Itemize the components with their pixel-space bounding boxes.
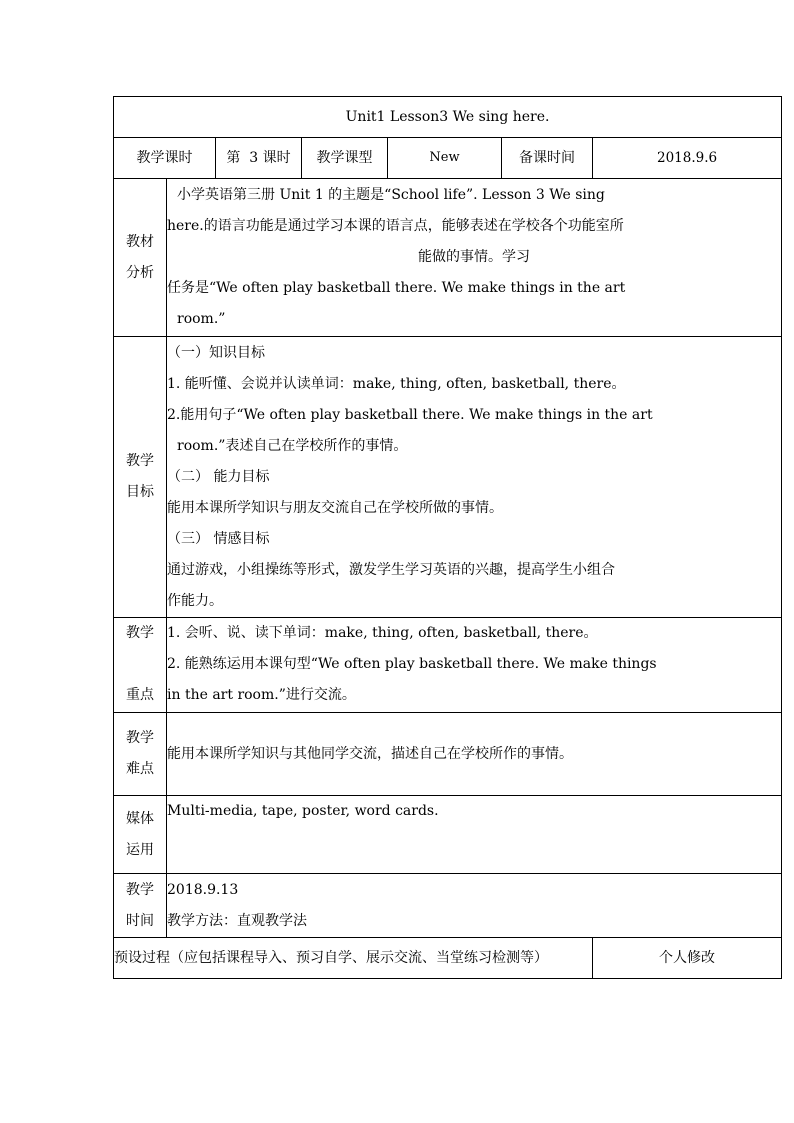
title-row xyxy=(114,97,782,138)
prep-date-value: 2018.9.6 xyxy=(593,138,782,179)
objectives-line: 通过游戏，小组操练等形式，激发学生学习英语的兴趣，提高学生小组合 xyxy=(167,561,615,578)
analysis-label-2: 分析 xyxy=(126,264,154,281)
lesson-type-value: New xyxy=(388,138,502,179)
key-points-label-2: 重点 xyxy=(126,687,154,703)
difficulties-label-2: 难点 xyxy=(126,761,154,777)
media-label-2: 运用 xyxy=(126,841,154,858)
footer-row xyxy=(114,938,782,979)
key-points-line: 1. 会听、说、读下单词：make, thing, often, basketball, there。 xyxy=(167,625,598,641)
objectives-line: 1. 能听懂、会说并认读单词：make, thing, often, basketball, there。 xyxy=(167,375,626,392)
key-points-line: 2. 能熟练运用本课句型“We often play basketball there. We make things xyxy=(167,656,657,672)
analysis-label xyxy=(114,179,167,337)
key-points-content xyxy=(167,618,782,713)
objectives-label xyxy=(114,337,167,618)
objectives-line: 作能力。 xyxy=(167,592,223,609)
objectives-line: （一）知识目标 xyxy=(167,344,265,361)
time-label-2: 时间 xyxy=(126,912,154,929)
media-content xyxy=(167,796,782,874)
time-method: 教学方法：直观教学法 xyxy=(167,912,307,929)
time-content xyxy=(167,874,782,938)
lesson-plan-table xyxy=(113,96,782,979)
key-points-line: in the art room.”进行交流。 xyxy=(167,687,356,703)
time-date: 2018.9.13 xyxy=(167,881,239,898)
lesson-hours-label: 教学课时 xyxy=(114,138,216,179)
header-row xyxy=(114,138,782,179)
difficulties-text: 能用本课所学知识与其他同学交流，描述自己在学校所作的事情。 xyxy=(167,745,573,762)
objectives-line: room.”表述自己在学校所作的事情。 xyxy=(177,437,408,454)
difficulties-label xyxy=(114,713,167,796)
prep-date-label: 备课时间 xyxy=(502,138,593,179)
media-label xyxy=(114,796,167,874)
objectives-row xyxy=(114,337,782,618)
time-row xyxy=(114,874,782,938)
difficulties-label-1: 教学 xyxy=(126,730,154,746)
media-label-1: 媒体 xyxy=(126,810,154,827)
lesson-title: Unit1 Lesson3 We sing here. xyxy=(114,97,782,138)
analysis-line: 小学英语第三册 Unit 1 的主题是“School life”. Lesson 3 We sing xyxy=(177,187,605,203)
difficulties-content xyxy=(167,713,782,796)
key-points-label xyxy=(114,618,167,713)
key-points-label-1: 教学 xyxy=(126,625,154,641)
time-label-1: 教学 xyxy=(126,881,154,898)
objectives-label-2: 目标 xyxy=(126,484,154,500)
lesson-hours-value: 第 3 课时 xyxy=(216,138,302,179)
analysis-line: room.” xyxy=(177,311,226,327)
objectives-content xyxy=(167,337,782,618)
preset-process-label: 预设过程（应包括课程导入、预习自学、展示交流、当堂练习检测等） xyxy=(114,938,593,979)
objectives-line: （三） 情感目标 xyxy=(167,530,270,547)
time-label xyxy=(114,874,167,938)
analysis-row xyxy=(114,179,782,337)
personal-revision-label: 个人修改 xyxy=(593,938,782,979)
analysis-label-1: 教材 xyxy=(126,233,154,250)
analysis-line: 能做的事情。学习 xyxy=(418,249,531,265)
lesson-type-label: 教学课型 xyxy=(302,138,388,179)
media-row xyxy=(114,796,782,874)
objectives-line: （二） 能力目标 xyxy=(167,468,270,485)
analysis-line: 任务是“We often play basketball there. We make things in the art xyxy=(167,280,626,296)
objectives-label-1: 教学 xyxy=(126,453,154,469)
objectives-line: 2.能用句子“We often play basketball there. We make things in the art xyxy=(167,406,653,423)
objectives-line: 能用本课所学知识与朋友交流自己在学校所做的事情。 xyxy=(167,499,503,516)
media-text: Multi-media, tape, poster, word cards. xyxy=(167,803,439,819)
analysis-line: here.的语言功能是通过学习本课的语言点，能够表述在学校各个功能室所 xyxy=(167,218,624,234)
difficulties-row xyxy=(114,713,782,796)
analysis-content xyxy=(167,179,782,337)
key-points-row xyxy=(114,618,782,713)
